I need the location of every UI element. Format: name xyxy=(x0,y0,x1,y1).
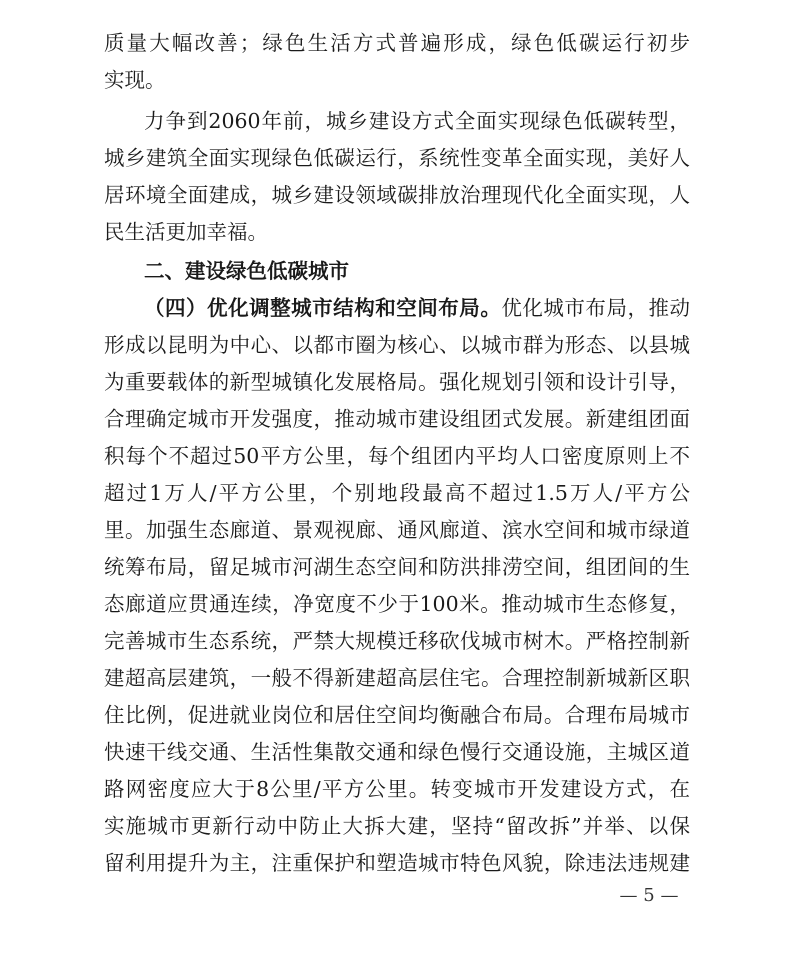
text-line: 实现。 xyxy=(104,68,166,92)
text-line: 路网密度应大于8公里/平方公里。转变城市开发建设方式，在 xyxy=(104,777,690,801)
text-line: 留利用提升为主，注重保护和塑造城市特色风貌，除违法违规建 xyxy=(104,851,690,875)
text-span: 优化城市布局，推动 xyxy=(501,296,690,320)
text-line: 建超高层建筑，一般不得新建超高层住宅。合理控制新城新区职 xyxy=(104,666,690,690)
text-line xyxy=(144,293,690,323)
text-line: 合理确定城市开发强度，推动城市建设组团式发展。新建组团面 xyxy=(104,407,690,431)
text-line: 快速干线交通、生活性集散交通和绿色慢行交通设施，主城区道 xyxy=(104,740,690,764)
text-line: 超过1万人/平方公里，个别地段最高不超过1.5万人/平方公 xyxy=(104,481,690,505)
page-number: — 5 — xyxy=(619,885,679,906)
text-line: 力争到2060年前，城乡建设方式全面实现绿色低碳转型， xyxy=(144,109,690,133)
text-line: 质量大幅改善；绿色生活方式普遍形成，绿色低碳运行初步 xyxy=(104,31,690,55)
text-line: 统筹布局，留足城市河湖生态空间和防洪排涝空间，组团间的生 xyxy=(104,555,690,579)
text-line: 完善城市生态系统，严禁大规模迁移砍伐城市树木。严格控制新 xyxy=(104,629,690,653)
text-line: 住比例，促进就业岗位和居住空间均衡融合布局。合理布局城市 xyxy=(104,703,690,727)
text-line: 形成以昆明为中心、以都市圈为核心、以城市群为形态、以县城 xyxy=(104,333,690,357)
text-line: 里。加强生态廊道、景观视廊、通风廊道、滨水空间和城市绿道 xyxy=(104,518,690,542)
text-line: 实施城市更新行动中防止大拆大建，坚持“留改拆”并举、以保 xyxy=(104,814,690,838)
text-line: 积每个不超过50平方公里，每个组团内平均人口密度原则上不 xyxy=(104,444,690,468)
text-line: 民生活更加幸福。 xyxy=(104,220,268,244)
text-line: 态廊道应贯通连续，净宽度不少于100米。推动城市生态修复， xyxy=(104,592,690,616)
section-heading: 二、建设绿色低碳城市 xyxy=(144,259,349,283)
text-line: 居环境全面建成，城乡建设领域碳排放治理现代化全面实现，人 xyxy=(104,183,690,207)
text-line: 城乡建筑全面实现绿色低碳运行，系统性变革全面实现，美好人 xyxy=(104,146,690,170)
subsection-lead: （四）优化调整城市结构和空间布局。 xyxy=(144,296,502,320)
text-line: 为重要载体的新型城镇化发展格局。强化规划引领和设计引导， xyxy=(104,370,690,394)
